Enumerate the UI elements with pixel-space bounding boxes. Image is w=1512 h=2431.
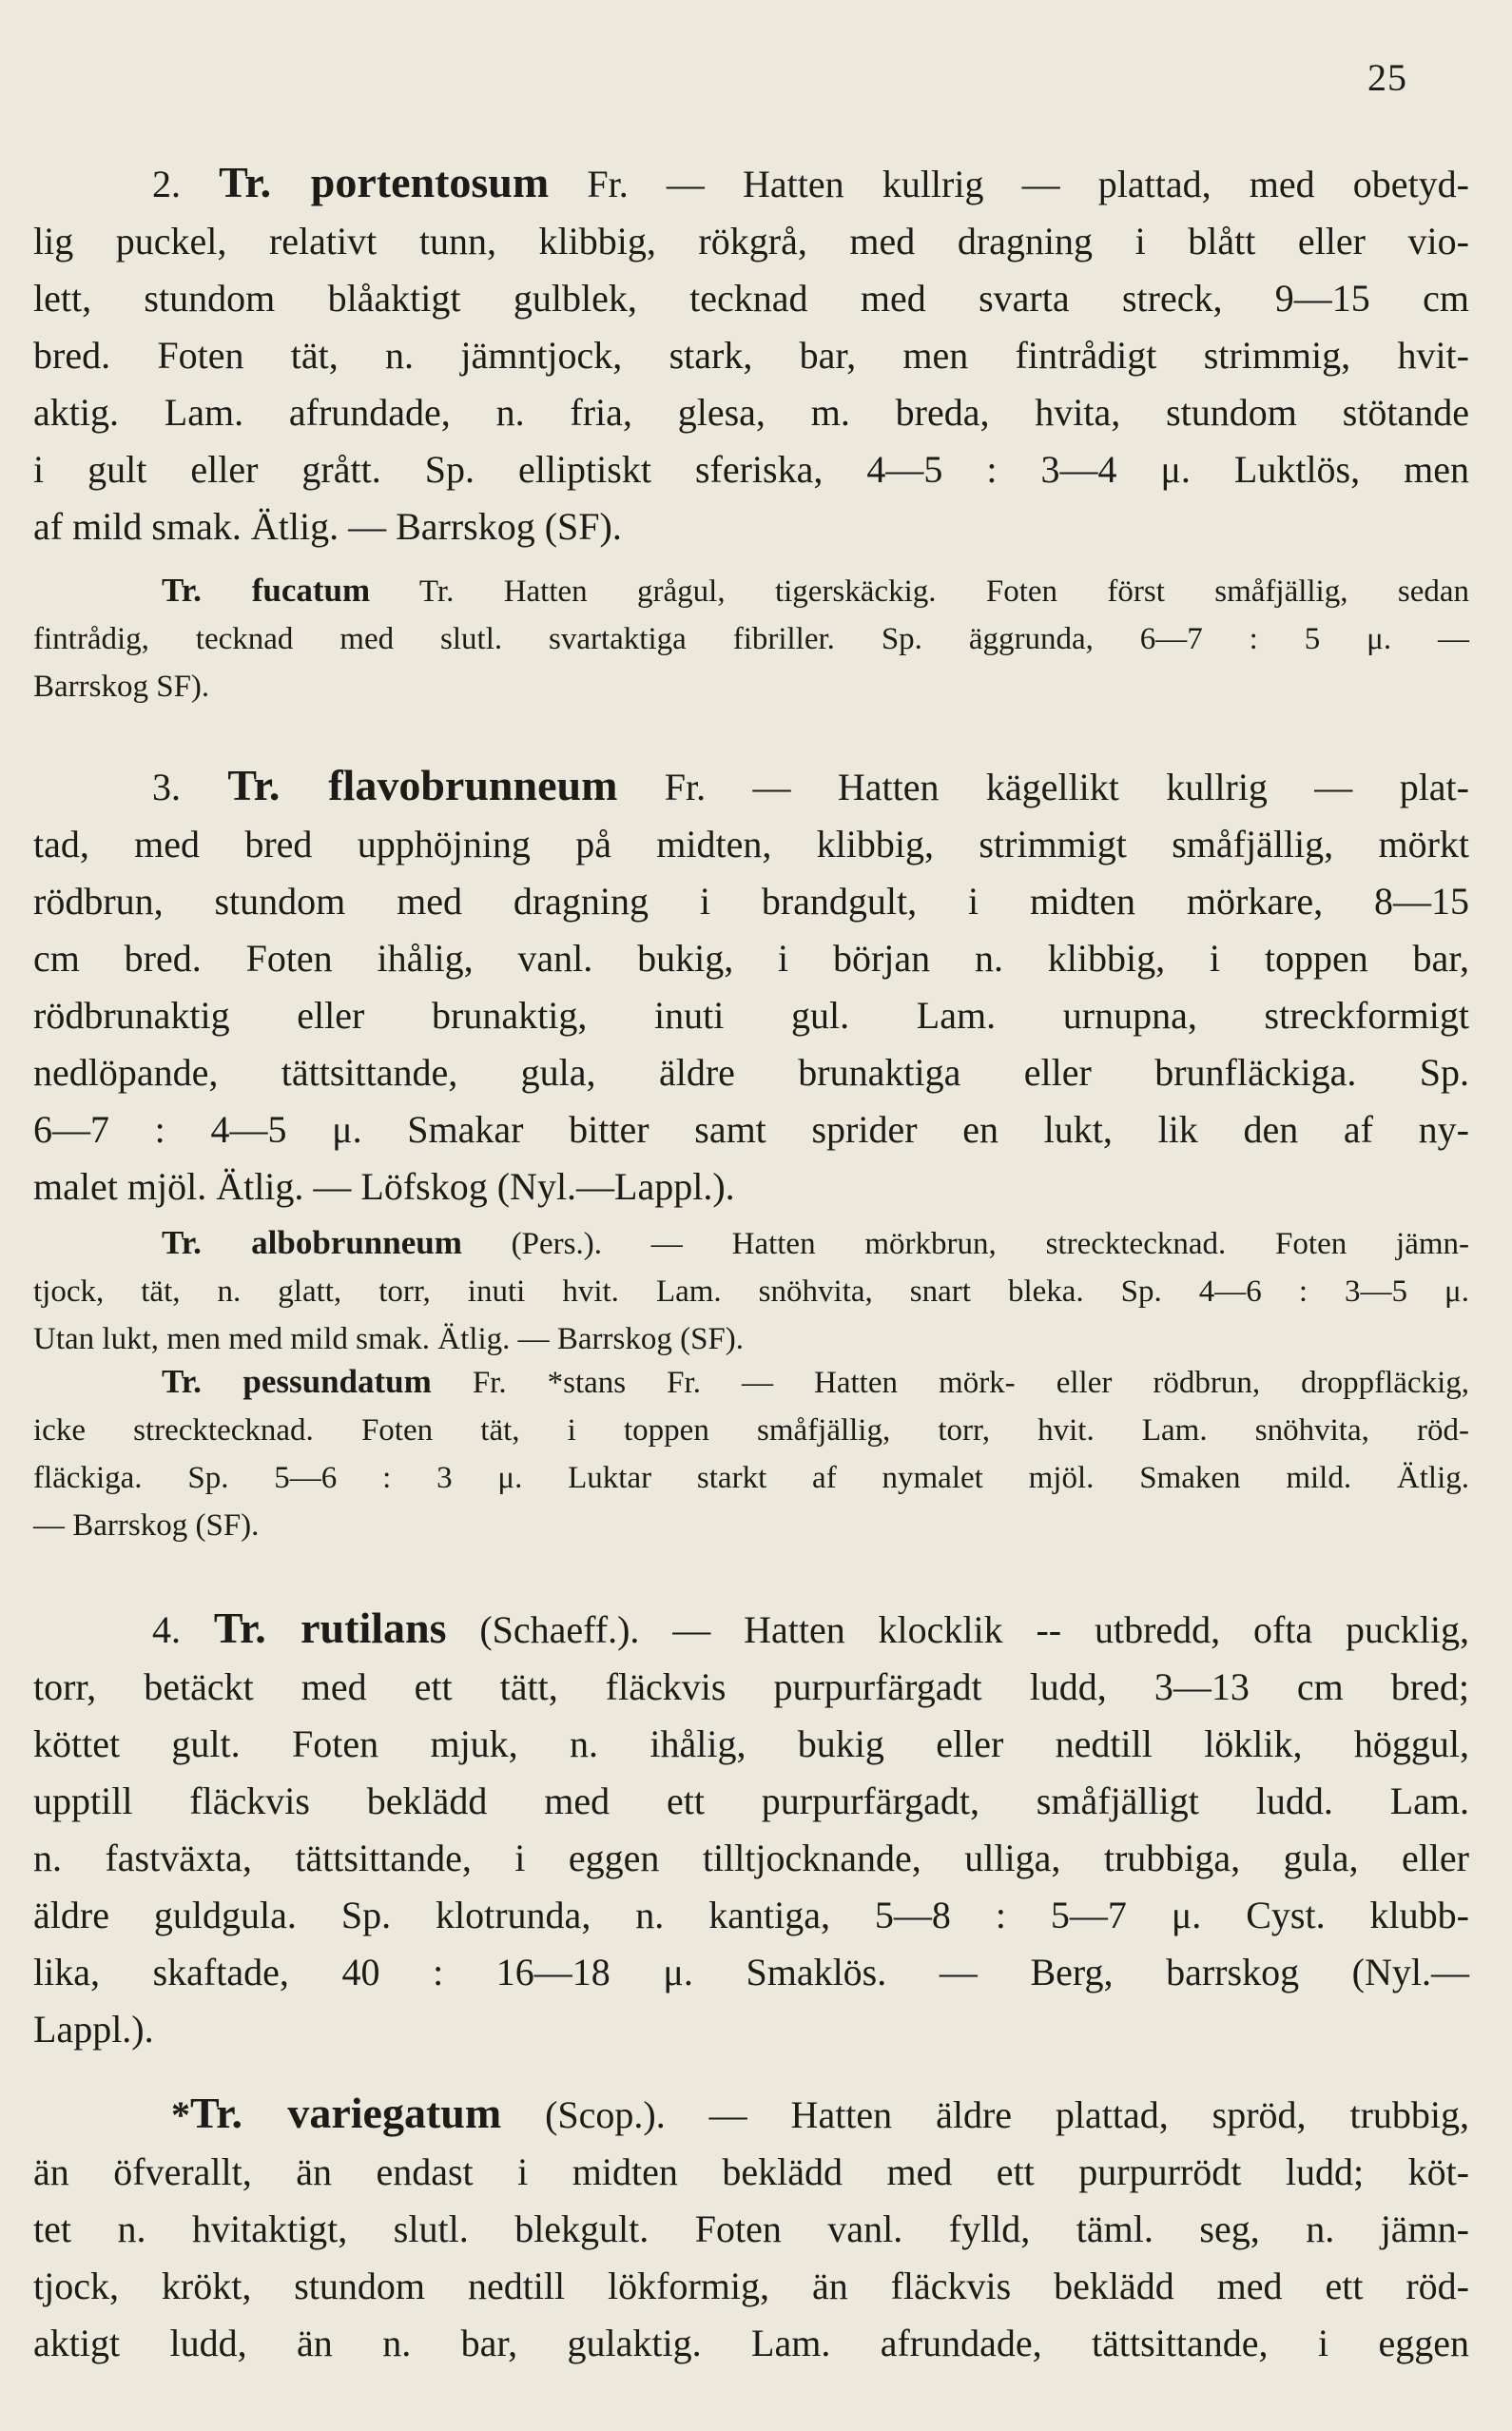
species-name: Tr. fucatum: [162, 572, 371, 609]
entry-first-line: [33, 757, 1469, 816]
text-line: malet mjöl. Ätlig. — Löfskog (Nyl.—Lappl.).: [33, 1165, 735, 1208]
entry-portentosum: [33, 154, 1469, 555]
text-line: (Schaeff.). — Hatten klocklik -- utbredd, ofta pucklig,: [446, 1608, 1470, 1651]
entry-number: 2.: [152, 163, 181, 205]
text-line: upptill fläckvis beklädd med ett purpurfärgadt, småfjälligt ludd. Lam.: [33, 1779, 1469, 1822]
text-line: i gult eller grått. Sp. elliptiskt sferiska, 4—5 : 3—4 μ. Luktlös, men: [33, 448, 1469, 491]
text-line: (Scop.). — Hatten äldre plattad, spröd, trubbig,: [501, 2093, 1470, 2136]
text-line: rödbrunaktig eller brunaktig, inuti gul. Lam. urnupna, streckformigt: [33, 994, 1469, 1037]
text-line: Fr. *stans Fr. — Hatten mörk- eller rödbrun, droppfläckig,: [431, 1366, 1469, 1400]
page-number: 25: [1367, 56, 1407, 99]
entry-rutilans: [33, 1600, 1469, 2058]
entry-first-line: [33, 1219, 1469, 1268]
text-line: tjock, tät, n. glatt, torr, inuti hvit. Lam. snöhvita, snart bleka. Sp. 4—6 : 3—5 μ.: [33, 1274, 1469, 1309]
text-line: tet n. hvitaktigt, slutl. blekgult. Foten vanl. fylld, täml. seg, n. jämn-: [33, 2207, 1469, 2250]
text-line: torr, betäckt med ett tätt, fläckvis purpurfärgadt ludd, 3—13 cm bred;: [33, 1665, 1469, 1708]
entry-number: 4.: [152, 1608, 181, 1651]
text-line: Barrskog SF).: [33, 670, 210, 704]
text-line: Utan lukt, men med mild smak. Ätlig. — Barrskog (SF).: [33, 1322, 745, 1356]
text-line: bred. Foten tät, n. jämntjock, stark, bar, men fintrådigt strimmig, hvit-: [33, 334, 1469, 377]
entry-fucatum: [33, 567, 1469, 710]
text-line: n. fastväxta, tättsittande, i eggen tilltjocknande, ulliga, trubbiga, gula, eller: [33, 1837, 1469, 1879]
text-line: Tr. Hatten grågul, tigerskäckig. Foten först småfjällig, sedan: [370, 574, 1469, 609]
text-line: lett, stundom blåaktigt gulblek, tecknad med svarta streck, 9—15 cm: [33, 277, 1469, 320]
entry-first-line: [33, 567, 1469, 615]
entry-first-line: [33, 1358, 1469, 1407]
text-line: än öfverallt, än endast i midten beklädd med ett purpurrödt ludd; köt-: [33, 2150, 1469, 2193]
text-line: af mild smak. Ätlig. — Barrskog (SF).: [33, 505, 622, 548]
entry-pessundatum: [33, 1358, 1469, 1549]
text-line: tjock, krökt, stundom nedtill lökformig, än fläckvis beklädd med ett röd-: [33, 2265, 1469, 2307]
entry-number: 3.: [152, 766, 181, 808]
text-line: Lappl.).: [33, 2008, 154, 2051]
text-line: (Pers.). — Hatten mörkbrun, strecktecknad. Foten jämn-: [461, 1227, 1469, 1261]
text-line: aktig. Lam. afrundade, n. fria, glesa, m. breda, hvita, stundom stötande: [33, 391, 1469, 434]
text-line: Fr. — Hatten kullrig — plattad, med obetyd-: [549, 163, 1469, 205]
species-name: Tr. pessundatum: [162, 1363, 432, 1400]
entry-albobrunneum: [33, 1219, 1469, 1363]
text-line: tad, med bred upphöjning på midten, klibbig, strimmigt småfjällig, mörkt: [33, 823, 1469, 865]
text-line: icke strecktecknad. Foten tät, i toppen småfjällig, torr, hvit. Lam. snöhvita, röd-: [33, 1413, 1469, 1448]
text-line: fläckiga. Sp. 5—6 : 3 μ. Luktar starkt af nymalet mjöl. Smaken mild. Ätlig.: [33, 1461, 1469, 1495]
text-line: fintrådig, tecknad med slutl. svartaktiga fibriller. Sp. äggrunda, 6—7 : 5 μ. —: [33, 622, 1469, 656]
text-line: lig puckel, relativt tunn, klibbig, rökgrå, med dragning i blått eller vio-: [33, 220, 1469, 263]
text-line: lika, skaftade, 40 : 16—18 μ. Smaklös. — Berg, barrskog (Nyl.—: [33, 1951, 1469, 1993]
text-line: — Barrskog (SF).: [33, 1508, 260, 1543]
text-line: Fr. — Hatten kägellikt kullrig — plat-: [617, 766, 1469, 808]
text-line: 6—7 : 4—5 μ. Smakar bitter samt sprider en lukt, lik den af ny-: [33, 1108, 1469, 1151]
entry-variegatum: [33, 2085, 1469, 2372]
species-name: Tr. flavobrunneum: [227, 761, 618, 809]
entry-first-line: [33, 1600, 1469, 1659]
text-line: cm bred. Foten ihålig, vanl. bukig, i början n. klibbig, i toppen bar,: [33, 937, 1469, 980]
species-name: Tr. rutilans: [213, 1604, 447, 1652]
species-name: Tr. variegatum: [190, 2089, 502, 2137]
species-name: Tr. albobrunneum: [162, 1224, 462, 1261]
entry-first-line: [33, 154, 1469, 213]
species-name: Tr. portentosum: [219, 158, 550, 206]
entry-first-line: [33, 2085, 1469, 2144]
text-line: rödbrun, stundom med dragning i brandgult, i midten mörkare, 8—15: [33, 880, 1469, 923]
text-line: nedlöpande, tättsittande, gula, äldre brunaktiga eller brunfläckiga. Sp.: [33, 1051, 1469, 1094]
text-line: köttet gult. Foten mjuk, n. ihålig, bukig eller nedtill löklik, höggul,: [33, 1722, 1469, 1765]
text-line: aktigt ludd, än n. bar, gulaktig. Lam. afrundade, tättsittande, i eggen: [33, 2322, 1469, 2364]
entry-marker: *: [171, 2093, 190, 2136]
text-line: äldre guldgula. Sp. klotrunda, n. kantiga, 5—8 : 5—7 μ. Cyst. klubb-: [33, 1894, 1469, 1936]
entry-flavobrunneum: [33, 757, 1469, 1216]
